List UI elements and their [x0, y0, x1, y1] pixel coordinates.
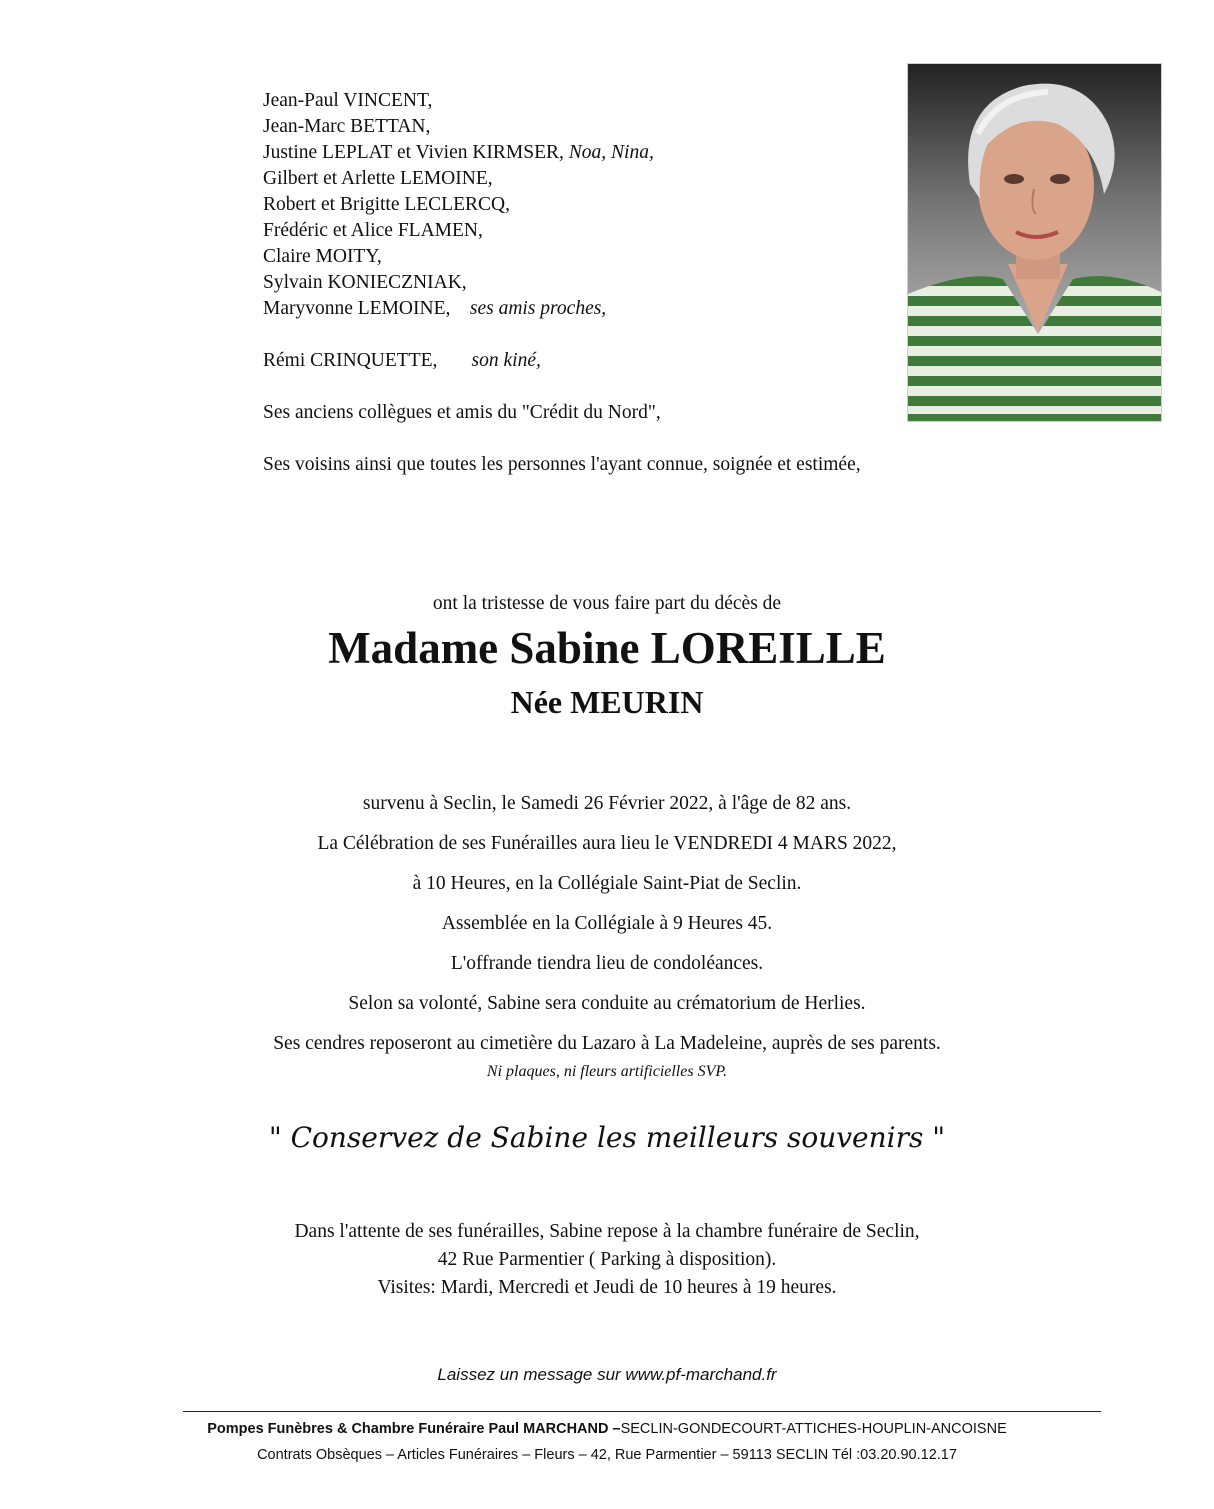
detail-line: Ses cendres reposeront au cimetière du Lazaro à La Madeleine, auprès de ses parents. — [273, 1033, 941, 1054]
footer-contracts: Contrats Obsèques – Articles Funéraires – Fleurs – 42, Rue Parmentier – 59113 SECLIN Tél :03.20.90.12.17 — [257, 1447, 957, 1463]
footer-towns: SECLIN-GONDECOURT-ATTICHES-HOUPLIN-ANCOISNE — [620, 1421, 1007, 1437]
family-line — [263, 296, 861, 322]
family-name: Claire MOITY, — [263, 246, 382, 267]
detail-line: Selon sa volonté, Sabine sera conduite au crématorium de Herlies. — [348, 993, 866, 1014]
family-relation: Noa, Nina, — [568, 142, 654, 163]
collegues-line: Ses anciens collègues et amis du "Crédit du Nord", — [263, 402, 661, 423]
deceased-name: Madame Sabine LOREILLE — [328, 623, 886, 673]
website-message: Laissez un message sur www.pf-marchand.fr — [437, 1365, 777, 1384]
repose-info — [0, 1218, 1214, 1302]
kine-name: Rémi CRINQUETTE, — [263, 350, 438, 371]
announcement-intro: ont la tristesse de vous faire part du décès de — [432, 593, 782, 614]
family-line — [263, 218, 861, 244]
detail-line: L'offrande tiendra lieu de condoléances. — [450, 953, 764, 974]
family-line — [263, 88, 861, 114]
portrait-photo — [907, 63, 1162, 422]
detail-line: à 10 Heures, en la Collégiale Saint-Piat de Seclin. — [412, 873, 802, 894]
detail-line: La Célébration de ses Funérailles aura lieu le VENDREDI 4 MARS 2022, — [317, 833, 897, 854]
family-line — [263, 166, 861, 192]
family-name: Jean-Marc BETTAN, — [263, 116, 431, 137]
repose-line: Visites: Mardi, Mercredi et Jeudi de 10 heures à 19 heures. — [377, 1277, 837, 1298]
repose-line: 42 Rue Parmentier ( Parking à disposition). — [437, 1249, 777, 1270]
family-name: Jean-Paul VINCENT, — [263, 90, 433, 111]
funeral-details — [0, 784, 1214, 1064]
memorial-quote: " Conservez de Sabine les meilleurs souvenirs " — [268, 1121, 946, 1154]
family-list — [263, 88, 861, 478]
family-line — [263, 114, 861, 140]
family-name: Robert et Brigitte LECLERCQ, — [263, 194, 510, 215]
detail-line: survenu à Seclin, le Samedi 26 Février 2022, à l'âge de 82 ans. — [362, 793, 852, 814]
family-line — [263, 192, 861, 218]
detail-line: Assemblée en la Collégiale à 9 Heures 45. — [441, 913, 773, 934]
footer-company-line — [0, 1421, 1214, 1437]
family-line — [263, 270, 861, 296]
portrait-illustration — [908, 64, 1161, 421]
family-name: Gilbert et Arlette LEMOINE, — [263, 168, 493, 189]
family-line — [263, 244, 861, 270]
footer-company: Pompes Funèbres & Chambre Funéraire Paul MARCHAND – — [207, 1421, 621, 1437]
footer-divider — [183, 1411, 1101, 1412]
family-name: Sylvain KONIECZNIAK, — [263, 272, 467, 293]
family-name: Justine LEPLAT et Vivien KIRMSER, — [263, 142, 564, 163]
flowers-note: Ni plaques, ni fleurs artificielles SVP. — [486, 1063, 728, 1080]
family-relation: ses amis proches, — [469, 298, 607, 319]
maiden-name: Née MEURIN — [510, 684, 704, 720]
kine-line — [263, 348, 861, 374]
family-name: Frédéric et Alice FLAMEN, — [263, 220, 483, 241]
repose-line: Dans l'attente de ses funérailles, Sabine repose à la chambre funéraire de Seclin, — [294, 1221, 920, 1242]
kine-relation: son kiné, — [471, 350, 541, 371]
family-line — [263, 140, 861, 166]
voisins-line: Ses voisins ainsi que toutes les personnes l'ayant connue, soignée et estimée, — [263, 454, 861, 475]
family-name: Maryvonne LEMOINE, — [263, 298, 451, 319]
